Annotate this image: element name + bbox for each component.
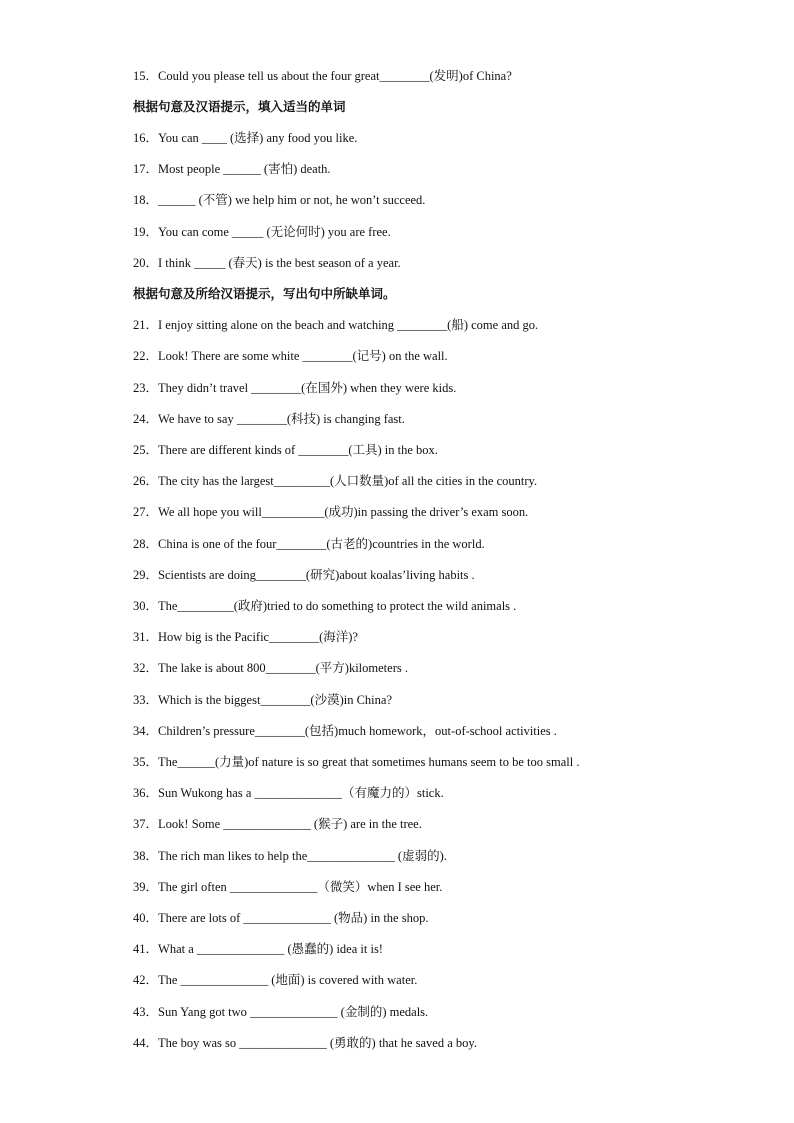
- question-text: The rich man likes to help the______________ (虚弱的).: [158, 849, 447, 863]
- question-number: 31．: [133, 630, 159, 644]
- question-number: 16．: [133, 131, 159, 145]
- question-text: The_________(政府)tried to do something to protect the wild animals .: [158, 599, 517, 613]
- question-text: We all hope you will__________(成功)in passing the driver’s exam soon.: [158, 505, 529, 519]
- question-number: 41．: [133, 942, 159, 956]
- question-number: 33．: [133, 693, 159, 707]
- question-41: [133, 941, 383, 957]
- question-text: They didn’t travel ________(在国外) when they were kids.: [158, 381, 457, 395]
- question-number: 34．: [133, 724, 159, 738]
- section-heading-text: 根据句意及所给汉语提示，写出句中所缺单词。: [133, 286, 396, 301]
- question-number: 32．: [133, 661, 159, 675]
- question-text: You can come _____ (无论何时) you are free.: [158, 225, 391, 239]
- question-24: [133, 411, 405, 427]
- question-15: [133, 68, 512, 84]
- question-40: [133, 910, 428, 926]
- question-text: The______(力量)of nature is so great that sometimes humans seem to be too small .: [158, 755, 580, 769]
- question-text: The girl often ______________（微笑）when I see her.: [158, 880, 443, 894]
- question-text: The city has the largest_________(人口数量)of all the cities in the country.: [158, 474, 538, 488]
- question-number: 26．: [133, 474, 159, 488]
- question-number: 18．: [133, 193, 159, 207]
- question-text: Which is the biggest________(沙漠)in China?: [158, 693, 393, 707]
- section-heading: [133, 99, 346, 115]
- question-text: I think _____ (春天) is the best season of a year.: [158, 256, 401, 270]
- question-number: 28．: [133, 537, 159, 551]
- question-21: [133, 317, 538, 333]
- question-32: [133, 660, 408, 676]
- question-23: [133, 380, 456, 396]
- question-33: [133, 692, 392, 708]
- question-number: 24．: [133, 412, 159, 426]
- question-text: Most people ______ (害怕) death.: [158, 162, 331, 176]
- question-number: 38．: [133, 849, 159, 863]
- question-text: ______ (不管) we help him or not, he won’t succeed.: [158, 193, 426, 207]
- question-number: 19．: [133, 225, 159, 239]
- question-38: [133, 848, 447, 864]
- question-number: 37．: [133, 817, 159, 831]
- section-heading-text: 根据句意及汉语提示，填入适当的单词: [133, 99, 346, 114]
- question-25: [133, 442, 438, 458]
- section-heading: [133, 286, 396, 302]
- question-text: Look! There are some white ________(记号) on the wall.: [158, 349, 448, 363]
- question-19: [133, 224, 391, 240]
- question-number: 36．: [133, 786, 159, 800]
- question-text: We have to say ________(科技) is changing fast.: [158, 412, 405, 426]
- question-text: How big is the Pacific________(海洋)?: [158, 630, 358, 644]
- question-text: Sun Yang got two ______________ (金制的) medals.: [158, 1005, 429, 1019]
- question-text: The ______________ (地面) is covered with water.: [158, 973, 418, 987]
- question-number: 17．: [133, 162, 159, 176]
- question-text: Sun Wukong has a ______________（有魔力的）stick.: [158, 786, 444, 800]
- question-number: 23．: [133, 381, 159, 395]
- question-text: Children’s pressure________(包括)much homework，out-of-school activities .: [158, 724, 557, 738]
- question-text: There are different kinds of ________(工具) in the box.: [158, 443, 438, 457]
- question-36: [133, 785, 444, 801]
- question-number: 22．: [133, 349, 159, 363]
- question-number: 35．: [133, 755, 159, 769]
- question-39: [133, 879, 442, 895]
- question-42: [133, 972, 417, 988]
- question-35: [133, 754, 579, 770]
- question-text: China is one of the four________(古老的)countries in the world.: [158, 537, 485, 551]
- question-22: [133, 348, 448, 364]
- question-26: [133, 473, 537, 489]
- question-20: [133, 255, 401, 271]
- question-number: 29．: [133, 568, 159, 582]
- question-30: [133, 598, 516, 614]
- question-number: 39．: [133, 880, 159, 894]
- question-31: [133, 629, 358, 645]
- question-27: [133, 504, 528, 520]
- question-number: 27．: [133, 505, 159, 519]
- question-number: 30．: [133, 599, 159, 613]
- question-number: 15．: [133, 69, 159, 83]
- question-18: [133, 192, 425, 208]
- question-number: 44．: [133, 1036, 159, 1050]
- question-34: [133, 723, 557, 739]
- question-text: The lake is about 800________(平方)kilometers .: [158, 661, 408, 675]
- question-28: [133, 536, 485, 552]
- question-number: 42．: [133, 973, 159, 987]
- question-text: I enjoy sitting alone on the beach and watching ________(船) come and go.: [158, 318, 539, 332]
- question-number: 25．: [133, 443, 159, 457]
- question-text: What a ______________ (愚蠢的) idea it is!: [158, 942, 383, 956]
- question-17: [133, 161, 331, 177]
- question-text: The boy was so ______________ (勇敢的) that he saved a boy.: [158, 1036, 477, 1050]
- question-29: [133, 567, 475, 583]
- question-number: 43．: [133, 1005, 159, 1019]
- question-16: [133, 130, 357, 146]
- question-44: [133, 1035, 477, 1051]
- question-text: Could you please tell us about the four great________(发明)of China?: [158, 69, 512, 83]
- question-text: Scientists are doing________(研究)about koalas’living habits .: [158, 568, 475, 582]
- question-number: 20．: [133, 256, 159, 270]
- question-number: 40．: [133, 911, 159, 925]
- question-text: Look! Some ______________ (猴子) are in the tree.: [158, 817, 422, 831]
- question-number: 21．: [133, 318, 159, 332]
- question-text: There are lots of ______________ (物品) in the shop.: [158, 911, 429, 925]
- question-text: You can ____ (选择) any food you like.: [158, 131, 358, 145]
- question-37: [133, 816, 422, 832]
- question-43: [133, 1004, 428, 1020]
